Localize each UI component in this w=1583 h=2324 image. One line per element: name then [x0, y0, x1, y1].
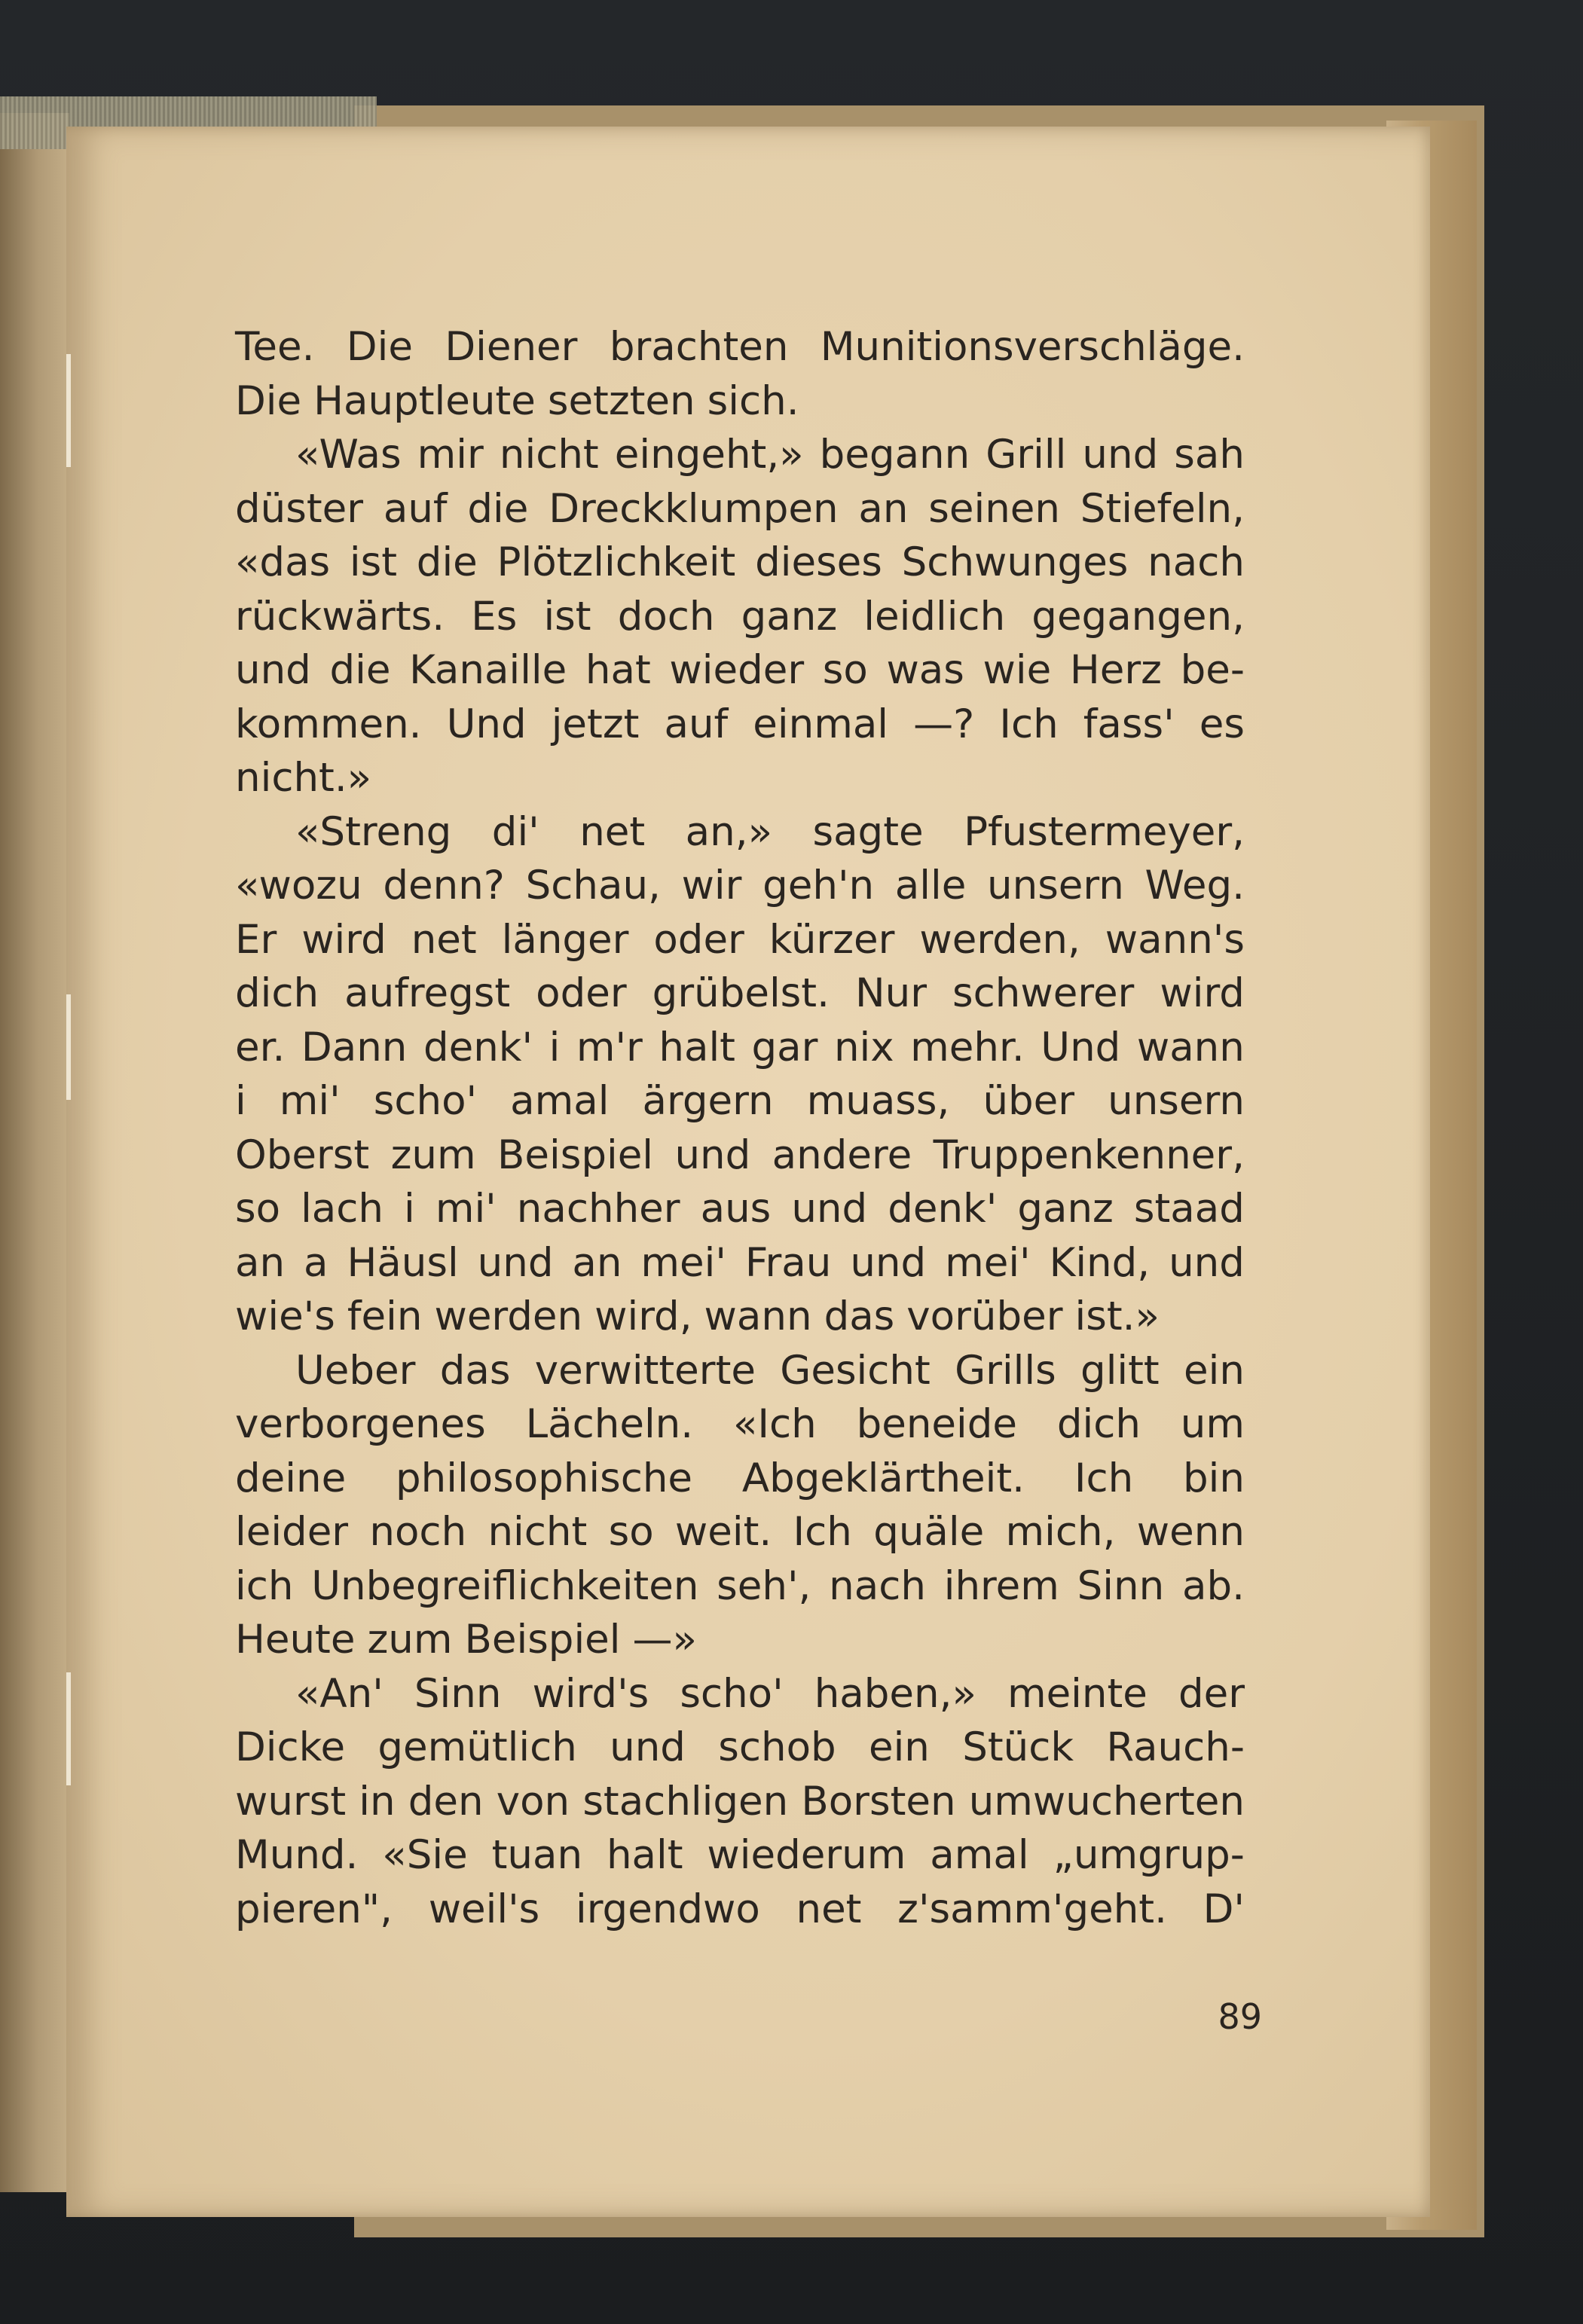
text-line: «Streng di' net an,» sagte Pfustermeyer,	[295, 808, 1245, 855]
text-line: so lach i mi' nachher aus und denk' ganz staad	[235, 1186, 1245, 1232]
text-line: Oberst zum Beispiel und andere Truppenkenner,	[235, 1131, 1245, 1178]
text-line: dich aufregst oder grübelst. Nur schwerer wird	[235, 970, 1245, 1016]
text-line: verborgenes Lächeln. «Ich beneide dich um	[235, 1401, 1245, 1447]
text-line: und die Kanaille hat wieder so was wie Herz be-	[235, 647, 1245, 693]
text-line: «An' Sinn wird's scho' haben,» meinte der	[295, 1670, 1245, 1717]
text-line: i mi' scho' amal ärgern muass, über unsern	[235, 1078, 1245, 1124]
binding-stitch	[66, 994, 71, 1100]
text-line: deine philosophische Abgeklärtheit. Ich bin	[235, 1455, 1245, 1501]
binding-stitch	[66, 354, 71, 467]
text-line: an a Häusl und an mei' Frau und mei' Kind, und	[235, 1239, 1245, 1286]
text-line: «wozu denn? Schau, wir geh'n alle unsern Weg.	[235, 863, 1245, 909]
text-line: Die Hauptleute setzten sich.	[235, 377, 799, 424]
text-line: nicht.»	[235, 755, 372, 801]
text-line: Heute zum Beispiel —»	[235, 1617, 697, 1663]
text-line: pieren", weil's irgendwo net z'samm'geht. D'	[235, 1886, 1245, 1932]
page-number: 89	[1218, 1996, 1262, 2037]
text-line: rückwärts. Es ist doch ganz leidlich gegangen,	[235, 593, 1245, 640]
body-text	[235, 320, 1245, 1936]
left-page-edge	[0, 113, 69, 2192]
text-line: wurst in den von stachligen Borsten umwucherten	[235, 1778, 1245, 1825]
binding-stitch	[66, 1672, 71, 1785]
text-line: wie's fein werden wird, wann das vorüber ist.»	[235, 1293, 1160, 1339]
text-line: Ueber das verwitterte Gesicht Grills glitt ein	[295, 1347, 1245, 1394]
text-line: er. Dann denk' i m'r halt gar nix mehr. Und wann	[235, 1024, 1245, 1070]
text-line: «Was mir nicht eingeht,» begann Grill und sah	[295, 432, 1245, 478]
text-line: ich Unbegreiflichkeiten seh', nach ihrem Sinn ab.	[235, 1562, 1245, 1609]
text-line: «das ist die Plötzlichkeit dieses Schwunges nach	[235, 539, 1245, 585]
text-line: leider noch nicht so weit. Ich quäle mich, wenn	[235, 1509, 1245, 1555]
text-line: düster auf die Dreckklumpen an seinen Stiefeln,	[235, 485, 1245, 532]
text-line: kommen. Und jetzt auf einmal —? Ich fass' es	[235, 701, 1245, 747]
text-line: Tee. Die Diener brachten Munitionsverschläge.	[235, 324, 1245, 370]
text-line: Dicke gemütlich und schob ein Stück Rauch-	[235, 1724, 1245, 1770]
text-line: Er wird net länger oder kürzer werden, wann's	[235, 916, 1245, 963]
text-line: Mund. «Sie tuan halt wiederum amal „umgrup-	[235, 1832, 1245, 1878]
